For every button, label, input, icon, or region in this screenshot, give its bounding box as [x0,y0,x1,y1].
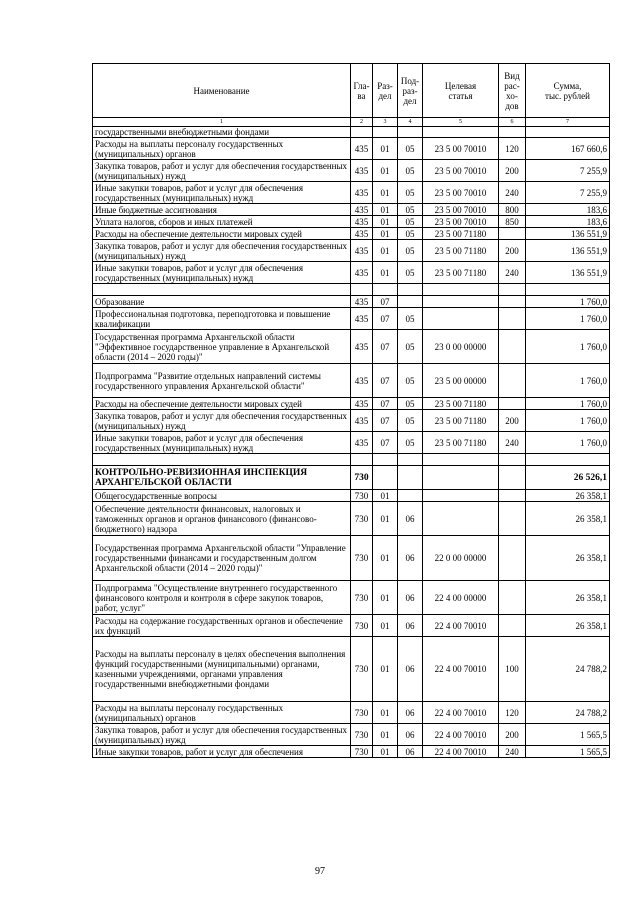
cell-razdel: 01 [373,502,398,536]
cell-name: Иные бюджетные ассигнования [93,204,351,216]
cell-podrazdel [398,127,423,138]
cell-target: 23 5 00 70010 [423,138,499,160]
cell-glava [351,284,373,296]
cell-glava: 435 [351,182,373,204]
cell-name: Расходы на обеспечение деятельности мировых судей [93,398,351,410]
cell-name: Государственная программа Архангельской области "Управление государственными финансами и государственным долгом Архангельской области (2014 – 2020 годы)" [93,536,351,581]
cell-podrazdel: 06 [398,702,423,724]
cell-target: 22 4 00 70010 [423,702,499,724]
header-razdel: Раз- дел [373,64,398,118]
cell-vid: 100 [499,637,526,702]
cell-glava [351,454,373,466]
cell-vid: 200 [499,410,526,432]
cell-podrazdel: 05 [398,364,423,398]
cell-sum: 1 565,5 [526,724,610,746]
cell-target: 22 4 00 00000 [423,581,499,615]
table-row [93,410,610,432]
cell-sum: 136 551,9 [526,228,610,240]
cell-sum: 7 255,9 [526,182,610,204]
table-row [93,204,610,216]
cell-podrazdel: 05 [398,410,423,432]
cell-razdel: 07 [373,398,398,410]
cell-podrazdel: 05 [398,262,423,284]
cell-razdel: 07 [373,364,398,398]
table-row [93,182,610,204]
cell-sum: 24 788,2 [526,637,610,702]
cell-sum [526,127,610,138]
table-row [93,724,610,746]
cell-target: 23 5 00 70010 [423,182,499,204]
cell-glava: 730 [351,637,373,702]
cell-name: Уплата налогов, сборов и иных платежей [93,216,351,228]
cell-target: 22 0 00 00000 [423,536,499,581]
table-row [93,637,610,702]
cell-target: 23 5 00 71180 [423,228,499,240]
cell-name [93,454,351,466]
header-vid: Вид рас- хо- дов [499,64,526,118]
header-target: Целевая статья [423,64,499,118]
column-number: 3 [373,118,398,127]
cell-target [423,127,499,138]
cell-sum [526,454,610,466]
cell-razdel: 01 [373,702,398,724]
table-row [93,160,610,182]
cell-target: 23 0 00 00000 [423,330,499,364]
cell-target: 22 4 00 70010 [423,724,499,746]
cell-razdel: 01 [373,724,398,746]
cell-razdel: 01 [373,490,398,502]
cell-podrazdel: 06 [398,724,423,746]
cell-glava: 730 [351,702,373,724]
cell-sum: 1 760,0 [526,296,610,308]
cell-razdel [373,454,398,466]
table-row [93,490,610,502]
cell-glava: 730 [351,490,373,502]
cell-podrazdel: 05 [398,432,423,454]
cell-razdel: 01 [373,746,398,758]
table-row [93,138,610,160]
header-row [93,64,610,118]
cell-vid: 200 [499,724,526,746]
cell-glava: 435 [351,432,373,454]
table-row [93,466,610,490]
table-row [93,702,610,724]
cell-glava: 435 [351,262,373,284]
cell-target: 23 5 00 70010 [423,216,499,228]
cell-target: 23 5 00 70010 [423,204,499,216]
cell-podrazdel [398,454,423,466]
cell-sum: 1 760,0 [526,398,610,410]
table-row [93,432,610,454]
table-row [93,502,610,536]
header-glava: Гла- ва [351,64,373,118]
table-row [93,228,610,240]
cell-razdel [373,284,398,296]
cell-sum: 167 660,6 [526,138,610,160]
table-row [93,284,610,296]
cell-razdel: 01 [373,615,398,637]
table-row [93,746,610,758]
cell-glava: 730 [351,746,373,758]
table-row [93,262,610,284]
cell-target [423,454,499,466]
cell-sum: 26 358,1 [526,581,610,615]
cell-glava: 730 [351,536,373,581]
cell-glava: 435 [351,204,373,216]
cell-name: КОНТРОЛЬНО-РЕВИЗИОННАЯ ИНСПЕКЦИЯ АРХАНГЕЛЬСКОЙ ОБЛАСТИ [93,466,351,490]
cell-target [423,490,499,502]
cell-name: Образование [93,296,351,308]
cell-vid [499,490,526,502]
cell-razdel [373,466,398,490]
table-body [93,127,610,758]
cell-glava: 435 [351,398,373,410]
cell-target: 23 5 00 71180 [423,262,499,284]
table-row [93,398,610,410]
cell-razdel [373,127,398,138]
cell-razdel: 07 [373,410,398,432]
table-row [93,536,610,581]
cell-name: Закупка товаров, работ и услуг для обеспечения государственных (муниципальных) нужд [93,240,351,262]
table-row [93,240,610,262]
cell-podrazdel: 06 [398,615,423,637]
cell-vid [499,581,526,615]
cell-target: 22 4 00 70010 [423,615,499,637]
header-podrazdel: Под- раз- дел [398,64,423,118]
cell-glava: 435 [351,216,373,228]
cell-podrazdel: 05 [398,204,423,216]
cell-vid [499,398,526,410]
table-row [93,364,610,398]
cell-razdel: 01 [373,637,398,702]
cell-razdel: 01 [373,204,398,216]
cell-sum: 136 551,9 [526,240,610,262]
cell-podrazdel [398,490,423,502]
table-row [93,615,610,637]
cell-podrazdel: 05 [398,240,423,262]
header-name: Наименование [93,64,351,118]
cell-sum: 183,6 [526,204,610,216]
cell-glava: 730 [351,502,373,536]
cell-sum: 26 358,1 [526,490,610,502]
cell-vid: 200 [499,160,526,182]
cell-target: 23 5 00 71180 [423,398,499,410]
table-row [93,308,610,330]
cell-name: Закупка товаров, работ и услуг для обеспечения государственных (муниципальных) нужд [93,160,351,182]
cell-name: Общегосударственные вопросы [93,490,351,502]
cell-sum: 1 760,0 [526,410,610,432]
cell-target [423,296,499,308]
cell-name: Обеспечение деятельности финансовых, налоговых и таможенных органов и органов финансового (финансово-бюджетного) надзора [93,502,351,536]
cell-vid [499,466,526,490]
cell-razdel: 07 [373,432,398,454]
cell-name: Иные закупки товаров, работ и услуг для обеспечения государственных (муниципальных) нужд [93,432,351,454]
cell-target [423,466,499,490]
cell-name: Подпрограмма "Осуществление внутреннего государственного финансового контроля и контроля в сфере закупок товаров, работ, услуг" [93,581,351,615]
cell-podrazdel [398,296,423,308]
cell-razdel: 01 [373,240,398,262]
column-number: 6 [499,118,526,127]
cell-target: 23 5 00 71180 [423,432,499,454]
cell-vid [499,284,526,296]
cell-podrazdel: 05 [398,398,423,410]
column-number-row [93,118,610,127]
cell-vid [499,502,526,536]
cell-vid: 120 [499,138,526,160]
cell-sum: 1 760,0 [526,330,610,364]
cell-name: Профессиональная подготовка, переподготовка и повышение квалификации [93,308,351,330]
cell-vid: 240 [499,746,526,758]
cell-vid: 850 [499,216,526,228]
column-number: 7 [526,118,610,127]
cell-glava: 730 [351,466,373,490]
cell-vid: 200 [499,240,526,262]
cell-name [93,284,351,296]
cell-podrazdel [398,284,423,296]
cell-vid: 120 [499,702,526,724]
cell-target [423,502,499,536]
cell-podrazdel: 06 [398,746,423,758]
cell-razdel: 07 [373,308,398,330]
table-row [93,296,610,308]
cell-sum [526,284,610,296]
cell-vid: 240 [499,182,526,204]
cell-glava: 435 [351,364,373,398]
cell-name: Государственная программа Архангельской области "Эффективное государственное управление в Архангельской области (2014 – 2020 годы)" [93,330,351,364]
cell-target [423,284,499,296]
table-row [93,581,610,615]
cell-glava: 730 [351,724,373,746]
cell-vid [499,308,526,330]
cell-name: Подпрограмма "Развитие отдельных направлений системы государственного управления Архангельской области" [93,364,351,398]
cell-name: Закупка товаров, работ и услуг для обеспечения государственных (муниципальных) нужд [93,410,351,432]
cell-glava: 730 [351,615,373,637]
table-row [93,127,610,138]
cell-vid [499,228,526,240]
cell-vid: 240 [499,262,526,284]
cell-name: Расходы на выплаты персоналу государственных (муниципальных) органов [93,702,351,724]
cell-glava: 730 [351,581,373,615]
cell-razdel: 01 [373,160,398,182]
cell-name: Расходы на выплаты персоналу в целях обеспечения выполнения функций государственными (муниципальными) органами, казенными учреждениями, органами управления государственными внебюджетными фондами [93,637,351,702]
cell-vid [499,454,526,466]
cell-sum: 1 760,0 [526,432,610,454]
cell-target: 23 5 00 00000 [423,364,499,398]
cell-podrazdel: 05 [398,228,423,240]
cell-target: 22 4 00 70010 [423,637,499,702]
cell-target: 22 4 00 70010 [423,746,499,758]
column-number: 1 [93,118,351,127]
column-number: 2 [351,118,373,127]
cell-podrazdel: 06 [398,536,423,581]
table-row [93,330,610,364]
cell-name: Иные закупки товаров, работ и услуг для обеспечения [93,746,351,758]
cell-name: государственными внебюджетными фондами [93,127,351,138]
cell-vid [499,296,526,308]
cell-glava: 435 [351,228,373,240]
page-number: 97 [315,866,325,877]
cell-name: Иные закупки товаров, работ и услуг для обеспечения государственных (муниципальных) нужд [93,182,351,204]
cell-name: Закупка товаров, работ и услуг для обеспечения государственных (муниципальных) нужд [93,724,351,746]
cell-sum: 26 358,1 [526,502,610,536]
cell-razdel: 01 [373,182,398,204]
cell-vid [499,615,526,637]
cell-target: 23 5 00 71180 [423,410,499,432]
cell-podrazdel: 06 [398,637,423,702]
cell-razdel: 01 [373,216,398,228]
table-row [93,454,610,466]
cell-podrazdel: 05 [398,308,423,330]
column-number: 4 [398,118,423,127]
column-number: 5 [423,118,499,127]
cell-podrazdel: 05 [398,182,423,204]
cell-sum: 183,6 [526,216,610,228]
budget-table [92,63,610,758]
cell-sum: 1 760,0 [526,364,610,398]
cell-glava: 435 [351,410,373,432]
cell-glava: 435 [351,330,373,364]
cell-sum: 26 526,1 [526,466,610,490]
cell-sum: 26 358,1 [526,615,610,637]
cell-razdel: 01 [373,536,398,581]
cell-glava: 435 [351,296,373,308]
cell-razdel: 07 [373,296,398,308]
cell-glava [351,127,373,138]
cell-razdel: 01 [373,138,398,160]
cell-podrazdel: 06 [398,581,423,615]
cell-glava: 435 [351,138,373,160]
cell-sum: 136 551,9 [526,262,610,284]
cell-podrazdel [398,466,423,490]
cell-target [423,308,499,330]
cell-podrazdel: 05 [398,330,423,364]
cell-name: Расходы на содержание государственных органов и обеспечение их функций [93,615,351,637]
cell-podrazdel: 05 [398,138,423,160]
cell-sum: 26 358,1 [526,536,610,581]
cell-vid [499,127,526,138]
cell-podrazdel: 06 [398,502,423,536]
cell-razdel: 01 [373,581,398,615]
cell-vid [499,364,526,398]
cell-sum: 1 565,5 [526,746,610,758]
cell-name: Иные закупки товаров, работ и услуг для обеспечения государственных (муниципальных) нужд [93,262,351,284]
cell-target: 23 5 00 70010 [423,160,499,182]
cell-podrazdel: 05 [398,160,423,182]
header-sum: Сумма, тыс. рублей [526,64,610,118]
cell-razdel: 01 [373,262,398,284]
cell-razdel: 07 [373,330,398,364]
cell-sum: 1 760,0 [526,308,610,330]
cell-glava: 435 [351,308,373,330]
cell-target: 23 5 00 71180 [423,240,499,262]
cell-vid: 240 [499,432,526,454]
table-row [93,216,610,228]
cell-razdel: 01 [373,228,398,240]
cell-glava: 435 [351,240,373,262]
cell-vid [499,536,526,581]
cell-name: Расходы на обеспечение деятельности мировых судей [93,228,351,240]
cell-vid: 800 [499,204,526,216]
cell-sum: 7 255,9 [526,160,610,182]
cell-podrazdel: 05 [398,216,423,228]
cell-vid [499,330,526,364]
cell-glava: 435 [351,160,373,182]
cell-name: Расходы на выплаты персоналу государственных (муниципальных) органов [93,138,351,160]
cell-sum: 24 788,2 [526,702,610,724]
